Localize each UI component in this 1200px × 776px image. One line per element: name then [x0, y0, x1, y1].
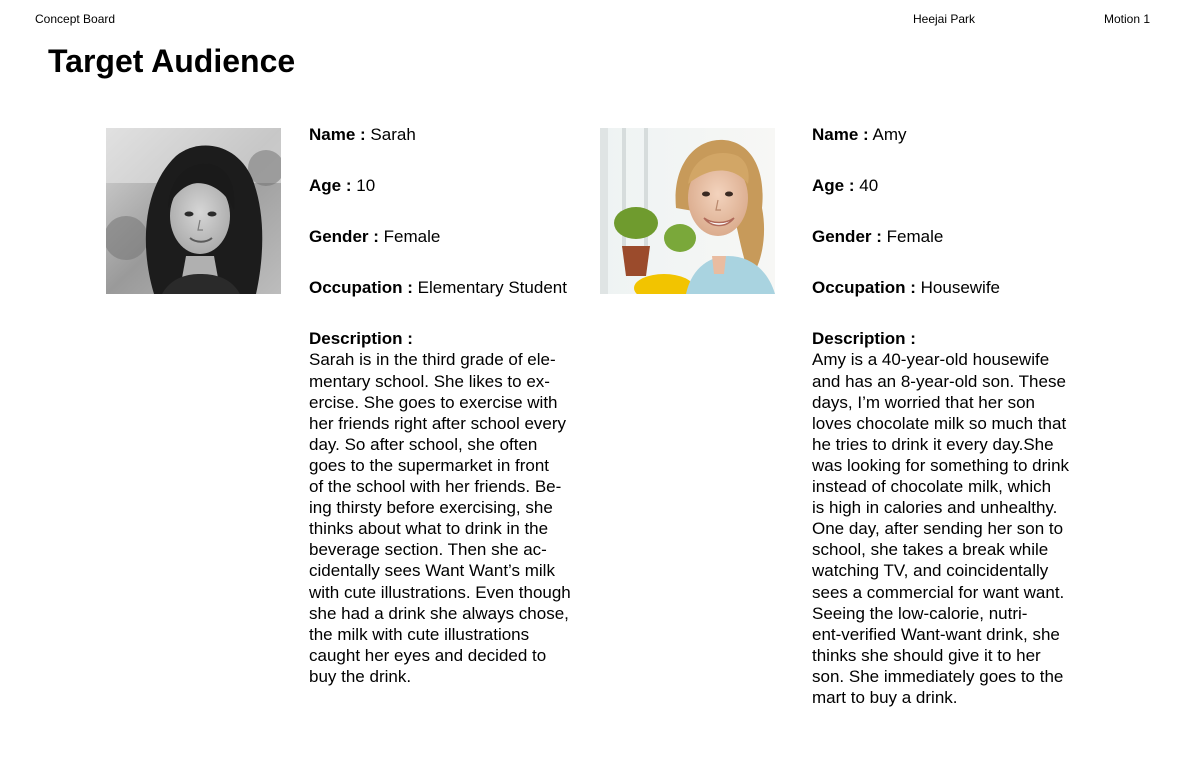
age-label: Age :: [812, 176, 855, 196]
name-field: [812, 124, 1102, 145]
description-block: [812, 328, 1102, 708]
gender-label: Gender :: [309, 227, 379, 247]
occupation-value: Housewife: [920, 278, 1001, 298]
header-author: Heejai Park: [913, 12, 976, 26]
name-value: Sarah: [370, 125, 416, 144]
occupation-label: Occupation :: [309, 278, 413, 298]
gender-label: Gender :: [812, 227, 882, 247]
description-block: [309, 328, 599, 687]
page-title: Target Audience: [48, 43, 296, 79]
header-section: Motion 1: [1103, 12, 1150, 26]
description-text: Sarah is in the third grade of ele- mentary school. She likes to ex- ercise. She goes to exercise with her friends right after school every day. So after school, she often goes to the supermarket in front of the school with her friends. Be- ing thirsty before exercising, she thinks about what to drink in the beverage section. Then she ac- cidentally sees Want Want’s milk with cute illustrations. Even though she had a drink she always chose, the milk with cute illustrations caught her eyes and decided to buy the drink.: [309, 350, 571, 686]
gender-field: [812, 226, 1102, 247]
gender-field: [309, 226, 599, 247]
age-label: Age :: [309, 176, 352, 196]
age-value: 40: [859, 176, 879, 196]
occupation-label: Occupation :: [812, 278, 916, 298]
girl-portrait-photo: [106, 128, 281, 294]
occupation-value: Elementary Student: [417, 278, 567, 298]
gender-value: Female: [886, 227, 944, 247]
description-label: Description :: [812, 329, 916, 349]
name-field: [309, 124, 599, 145]
profile-amy: [812, 124, 1102, 708]
woman-portrait-photo: [600, 128, 775, 294]
gender-value: Female: [383, 227, 441, 247]
description-text: Amy is a 40-year-old housewife and has an 8-year-old son. These days, I’m worried that her son loves chocolate milk so much that he tries to drink it every day.She was looking for something to drink instead of chocolate milk, which is high in calories and unhealthy. One day, after sending her son to school, she takes a break while watching TV, and coincidentally sees a commercial for want want. Seeing the low-calorie, nutri- ent-verified Want-want drink, she thinks she should give it to her son. She immediately goes to the mart to buy a drink.: [812, 350, 1070, 707]
occupation-field: [812, 277, 1102, 298]
age-field: [812, 175, 1102, 196]
name-label: Name :: [309, 125, 366, 144]
occupation-field: [309, 277, 599, 298]
age-value: 10: [356, 176, 376, 196]
description-label: Description :: [309, 329, 413, 349]
header-board-label: Concept Board: [35, 12, 116, 26]
name-value: Amy: [872, 125, 907, 144]
profile-sarah: [309, 124, 599, 687]
age-field: [309, 175, 599, 196]
name-label: Name :: [812, 125, 869, 144]
